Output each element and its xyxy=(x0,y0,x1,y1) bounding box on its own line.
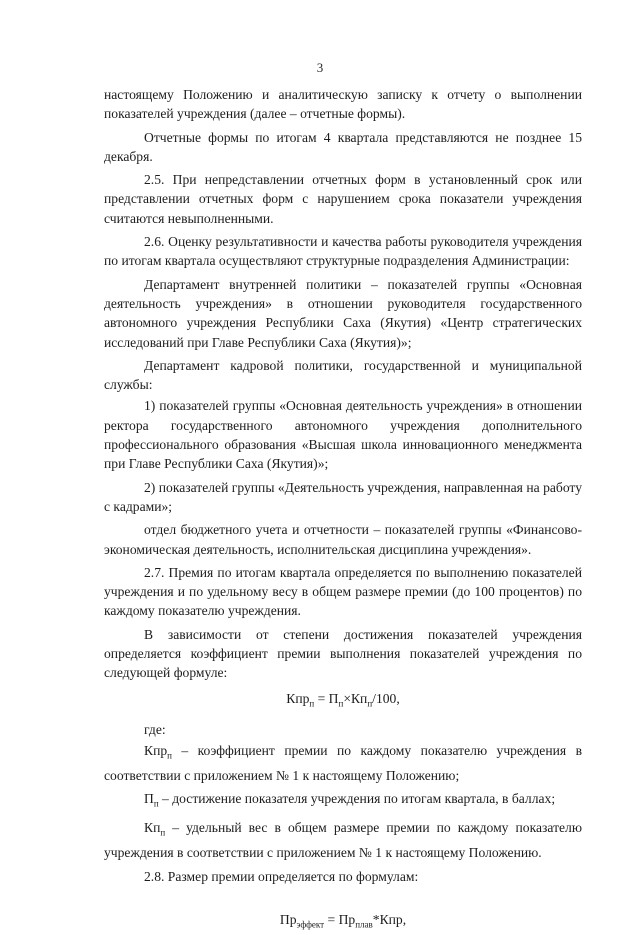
paragraph-2-5: 2.5. При непредставлении отчетных форм в установленный срок или представлении отчетных форм с нарушением срока показатели учреждения считаются невыполненными. xyxy=(104,172,582,226)
paragraph-item-1: 1) показателей группы «Основная деятельность учреждения» в отношении ректора государственного автономного учреждения дополнительного профессионального образования «Высшая школа инновационного менеджмента при Главе Республики Саха (Якутия)»; xyxy=(104,398,582,472)
definition-p: $П_п$ – достижение показателя учреждения по итогам квартала, в баллах; xyxy=(144,791,556,809)
paragraph-internal-policy: Департамент внутренней политики – показателей группы «Основная деятельность учреждения» в отношении руководителя государственного автономного учреждения Республики Саха (Якутия) «Центр стратегических исследований при Главе Республики Саха (Якутия)»; xyxy=(104,276,582,350)
definition-kpr: Кпр$_п$ – коэффициент премии по каждому показателю учреждения в соответствии с приложением № 1 к настоящему Положению; xyxy=(104,742,582,783)
paragraph-budget-department: отдел бюджетного учета и отчетности – показателей группы «Финансово-экономическая деятельность, исполнительская дисциплина учреждения». xyxy=(104,522,582,557)
document-body xyxy=(104,85,582,935)
paragraph-personnel-policy: Департамент кадровой политики, государственной и муниципальной службы: xyxy=(104,357,582,393)
definition-kp: $Кп_п$ – удельный вес в общем размере премии по каждому показателю учреждения в соответствии с приложением № 1 к настоящему Положению. xyxy=(104,820,582,861)
paragraph-2: Отчетные формы по итогам 4 квартала представляются не позднее 15 декабря. xyxy=(104,129,582,164)
page-number: 3 xyxy=(316,60,324,75)
formula-premium: $Пр_{эффект} = Пр_{плав}*Кпр$, xyxy=(279,911,407,930)
paragraph-item-2: 2) показателей группы «Деятельность учреждения, направленная на работу с кадрами»; xyxy=(104,479,582,514)
paragraph-2-8: 2.8. Размер премии определяется по формулам: xyxy=(144,868,419,884)
paragraph-1: настоящему Положению и аналитическую записку к отчету о выполнении показателей учреждения (далее – отчетные формы). xyxy=(104,87,582,122)
paragraph-2-7: 2.7. Премия по итогам квартала определяется по выполнению показателей учреждения и по удельному весу в общем размере премии (до 100 процентов) по каждому показателю учреждения. xyxy=(104,564,582,619)
paragraph-where: где: xyxy=(144,721,166,737)
formula-coefficient: $Кпр_п = П_п\times Кп_п/100$, xyxy=(286,690,400,709)
paragraph-formula-intro: В зависимости от степени достижения показателей учреждения определяется коэффициент премии выполнения показателей учреждения по следующей формуле: xyxy=(104,626,582,681)
paragraph-2-6: 2.6. Оценку результативности и качества работы руководителя учреждения по итогам квартала осуществляют структурные подразделения Администрации: xyxy=(104,234,582,269)
